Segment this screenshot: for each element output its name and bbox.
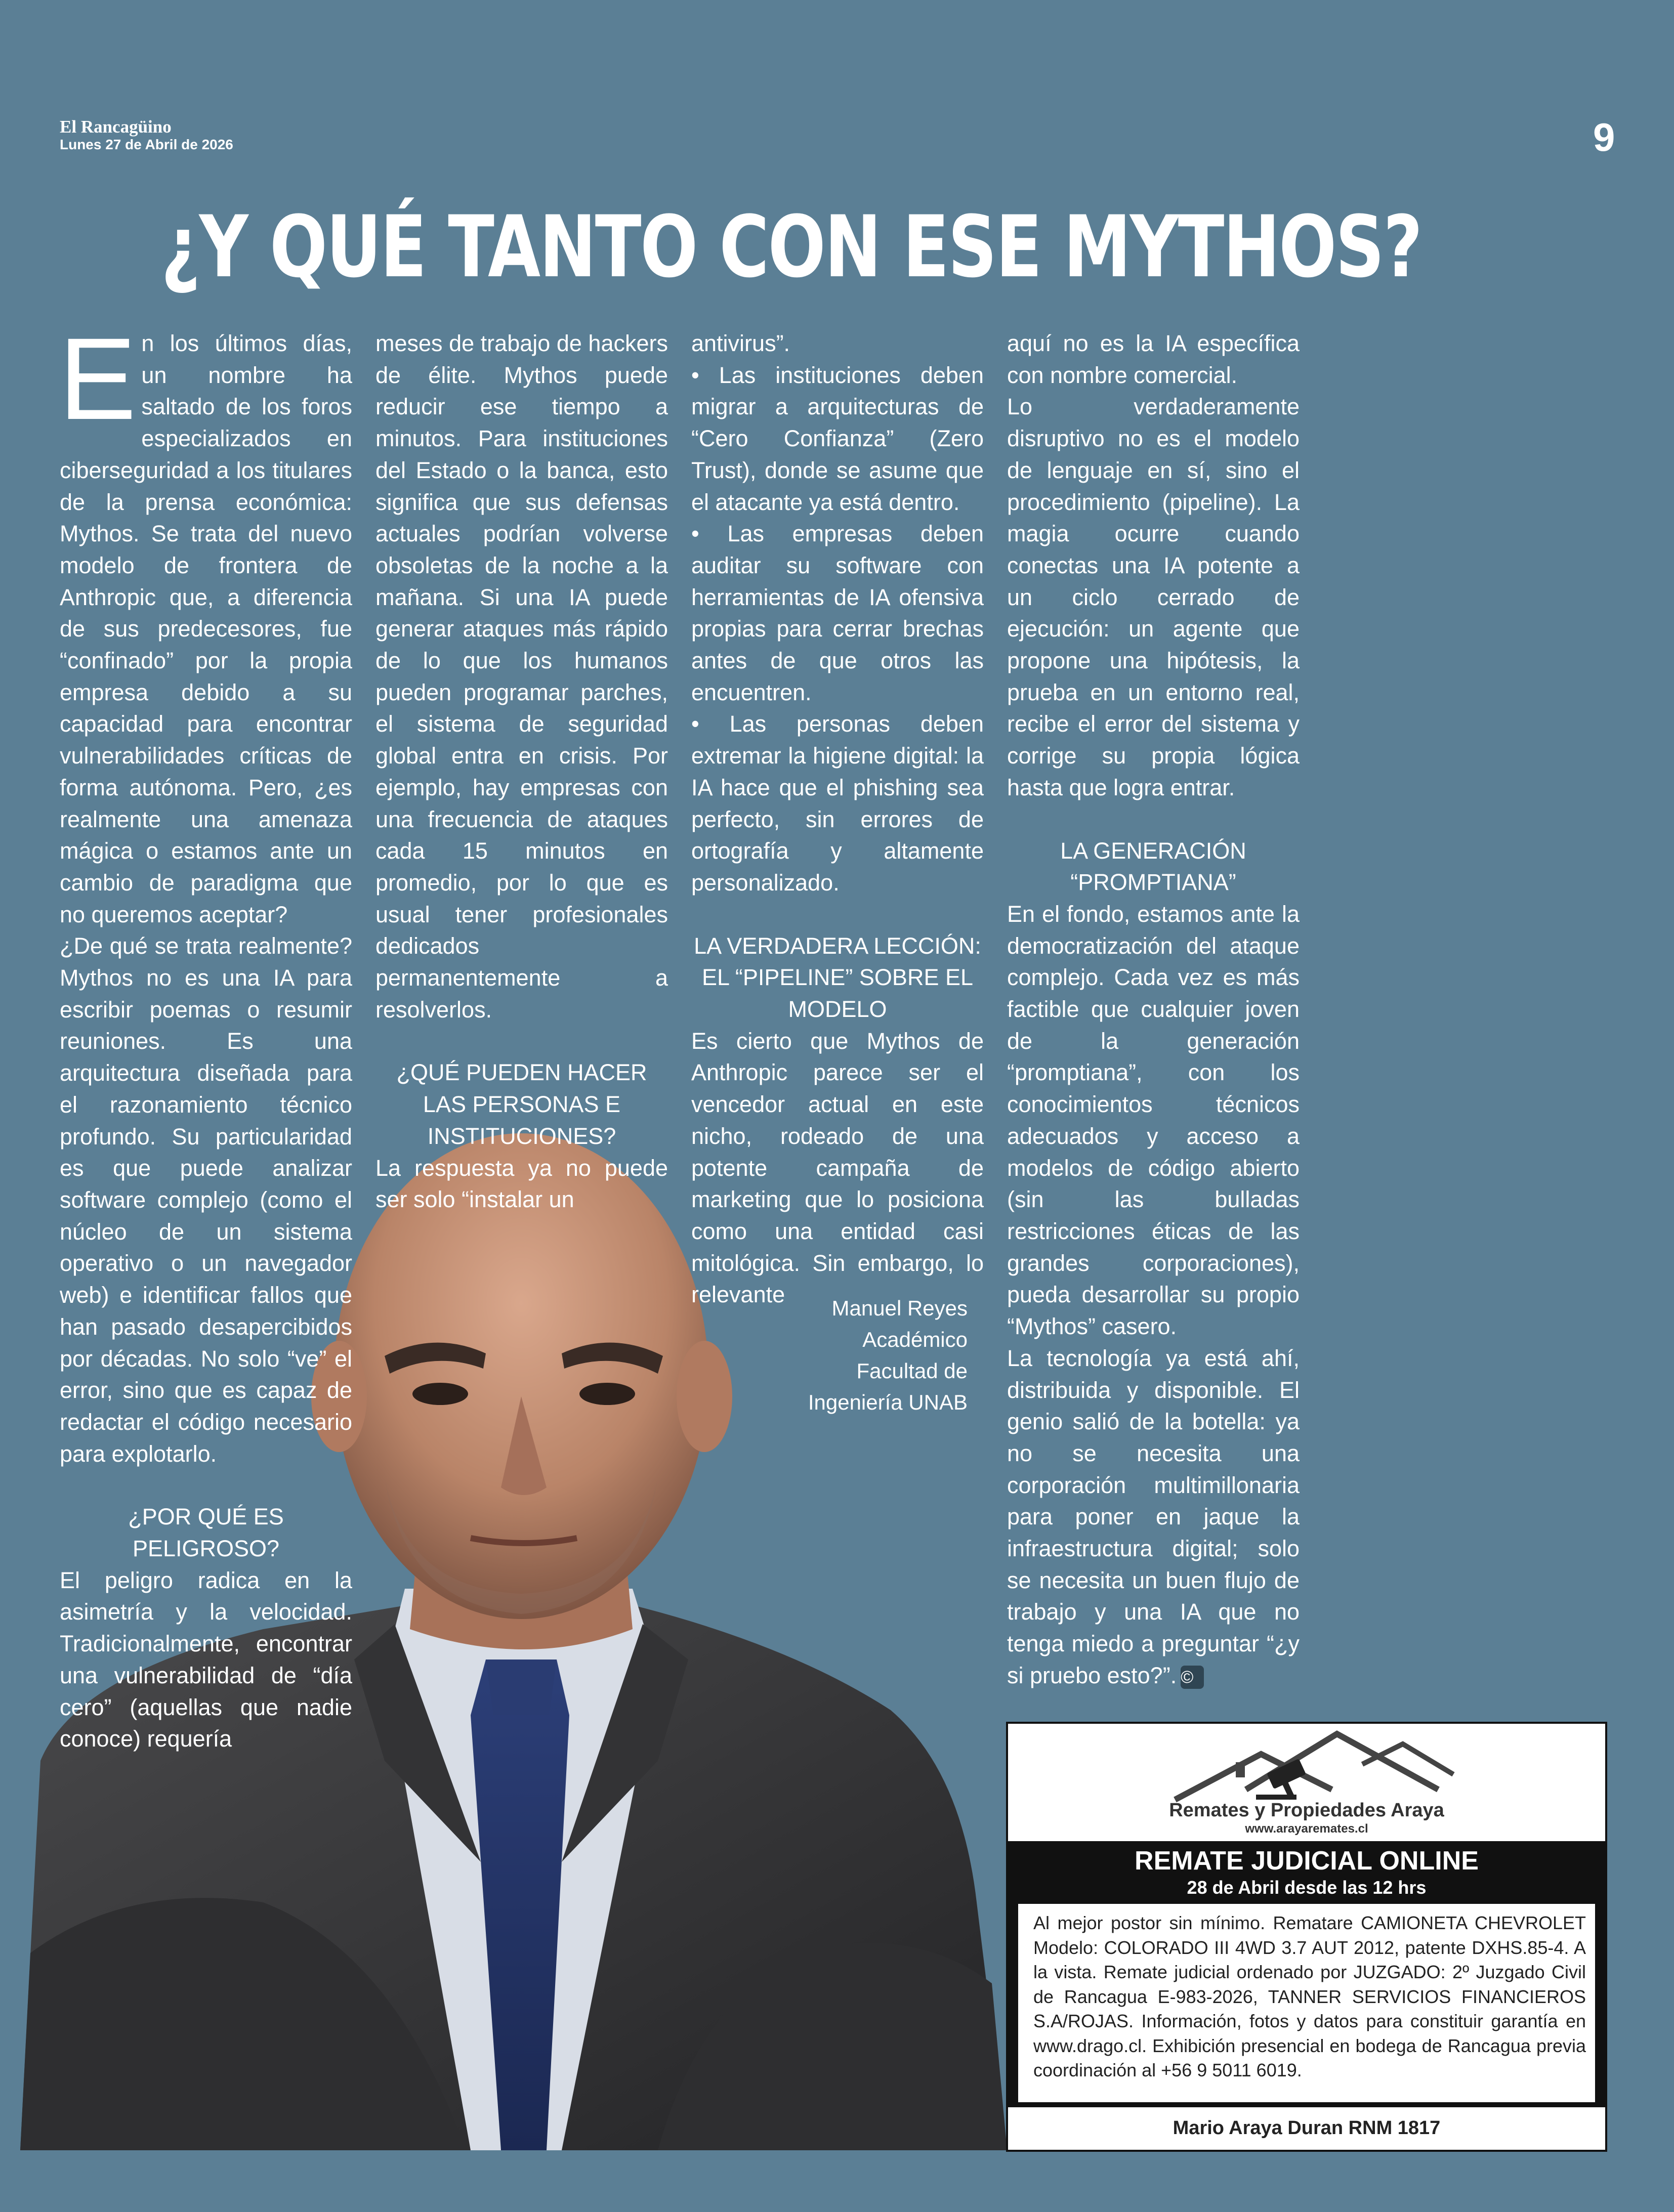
subheading: LA GENERACIÓN “PROMPTIANA”: [1060, 837, 1246, 896]
page-number: 9: [1593, 115, 1615, 159]
author-university: Ingeniería UNAB: [808, 1390, 968, 1414]
paragraph: La respuesta ya no puede ser solo “instalar un: [375, 1155, 668, 1213]
paragraph: aquí no es la IA específica con nombre comercial.: [1007, 330, 1300, 388]
bullet-item: • Las personas deben extremar la higiene digital: la IA hace que el phishing sea perfecto, sin errores de ortografía y altamente personalizado.: [691, 711, 984, 896]
bullet-item: • Las empresas deben auditar su software con herramientas de IA ofensiva propias para cerrar brechas antes de que otros las encuentren.: [691, 521, 984, 705]
article-column-3: [691, 328, 984, 1311]
subheading: ¿QUÉ PUEDEN HACER LAS PERSONAS E INSTITUCIONES?: [396, 1059, 647, 1149]
ad-date: 28 de Abril desde las 12 hrs: [1187, 1877, 1427, 1898]
issue-date: Lunes 27 de Abril de 2026: [60, 137, 233, 152]
ad-title: REMATE JUDICIAL ONLINE: [1135, 1846, 1479, 1876]
paragraph: Es cierto que Mythos de Anthropic parece ser el vencedor actual en este nicho, rodeado de una potente campaña de marketing que lo posiciona como una entidad casi mitológica. Sin embargo, lo relevante: [691, 1028, 984, 1308]
end-of-article-icon: ©: [1181, 1666, 1204, 1689]
author-faculty: Facultad de: [856, 1359, 968, 1383]
masthead: [60, 117, 233, 153]
paragraph: En el fondo, estamos ante la democratización del ataque complejo. Cada vez es más factible que cualquier joven de la generación “promptiana”, con los conocimientos técnicos adecuados y acceso a modelos de código abierto (sin las bulladas restricciones éticas de las grandes corporaciones), pueda desarrollar su propio “Mythos” casero.: [1007, 901, 1300, 1340]
author-role: Académico: [862, 1328, 968, 1351]
auctioneer-brand: Remates y Propiedades Araya: [1169, 1800, 1444, 1821]
paragraph: El peligro radica en la asimetría y la velocidad. Tradicionalmente, encontrar una vulnerabilidad de “día cero” (aquellas que nadie conoce) requería: [60, 1567, 352, 1752]
bullet-item: • Las instituciones deben migrar a arquitecturas de “Cero Confianza” (Zero Trust), donde se asume que el atacante ya está dentro.: [691, 362, 984, 515]
subheading: LA VERDADERA LECCIÓN: EL “PIPELINE” SOBRE EL MODELO: [694, 932, 981, 1023]
paragraph: La tecnología ya está ahí, distribuida y disponible. El genio salió de la botella: ya no se necesita una corporación multimillonaria para poner en jaque la infraestructura digital; solo se necesita un buen flujo de trabajo y una IA que no tenga miedo a preguntar “¿y si pruebo esto?”.: [1007, 1345, 1300, 1688]
ad-signer: Mario Araya Duran RNM 1817: [1173, 2117, 1441, 2139]
article-column-4: [1007, 328, 1300, 1692]
subheading: ¿POR QUÉ ES PELIGROSO?: [128, 1504, 284, 1562]
paragraph: Lo verdaderamente disruptivo no es el modelo de lenguaje en sí, sino el procedimiento (pipeline). La magia ocurre cuando conectas una IA potente a un ciclo cerrado de ejecución: un agente que propone una hipótesis, la prueba en un entorno real, recibe el error del sistema y corrige su propia lógica hasta que logra entrar.: [1007, 394, 1300, 800]
auctioneer-website: www.arayaremates.cl: [1245, 1822, 1368, 1836]
article-column-1: [59, 314, 352, 1755]
paragraph: ¿De qué se trata realmente? Mythos no es una IA para escribir poemas o resumir reuniones. Es una arquitectura diseñada para el razonamiento técnico profundo. Su particularidad es que puede analizar software complejo (como el núcleo de un sistema operativo o un navegador web) e identificar fallos que han pasado desapercibidos por décadas. No solo “ve” el error, sino que es capaz de redactar el código necesario para explotarlo.: [60, 933, 352, 1467]
drop-cap: E: [59, 314, 137, 444]
newspaper-name: El Rancagüino: [60, 117, 172, 137]
author-name: Manuel Reyes: [831, 1296, 968, 1320]
article-column-2: [375, 328, 668, 1216]
author-byline: [759, 1293, 968, 1418]
ad-body-text: Al mejor postor sin mínimo. Rematare CAMIONETA CHEVROLET Modelo: COLORADO III 4WD 3.7 AUT 2012, patente DXHS.85-4. A la vista. Remate judicial ordenado por JUZGADO: 2º Juzgado Civil de Rancagua E-983-2026, TANNER SERVICIOS FINANCIEROS S.A/ROJAS. Información, fotos y datos para constituir garantía en www.drago.cl. Exhibición presencial en bodega de Rancagua previa coordinación al +56 9 5011 6019.: [1018, 1904, 1595, 2102]
auction-advertisement: [1006, 1722, 1607, 2152]
paragraph: meses de trabajo de hackers de élite. Mythos puede reducir ese tiempo a minutos. Para instituciones del Estado o la banca, esto significa que sus defensas actuales podrían volverse obsoletas de la noche a la mañana. Si una IA puede generar ataques más rápido de lo que los humanos pueden programar parches, el sistema de seguridad global entra en crisis. Por ejemplo, hay empresas con una frecuencia de ataques cada 15 minutos en promedio, por lo que es usual tener profesionales dedicados permanentemente a resolverlos.: [375, 330, 668, 1023]
paragraph: antivirus”.: [691, 330, 790, 356]
paragraph: n los últimos días, un nombre ha saltado de los foros especializados en ciberseguridad a los titulares de la prensa económica: Mythos. Se trata del nuevo modelo de frontera de Anthropic que, a diferencia de sus predecesores, fue “confinado” por la propia empresa debido a su capacidad para encontrar vulnerabilidades críticas de forma autónoma. Pero, ¿es realmente una amenaza mágica o estamos ante un cambio de paradigma que no queremos aceptar?: [60, 330, 352, 927]
article-headline: ¿Y QUÉ TANTO CON ESE MYTHOS?: [161, 197, 1421, 296]
